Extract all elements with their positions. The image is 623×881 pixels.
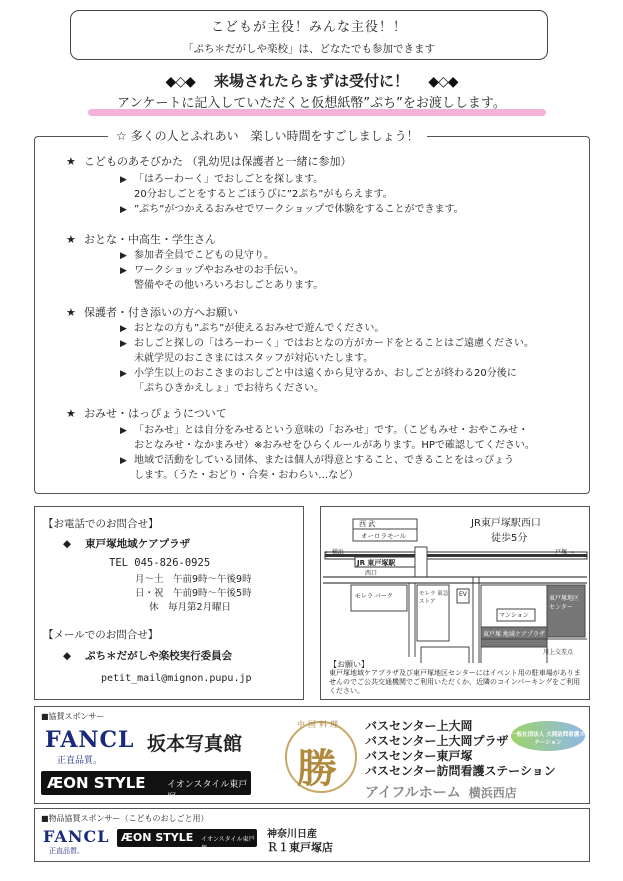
headline-sub: アンケートに記入していただくと仮想紙幣”ぷち”をお渡しします。 [117, 96, 506, 111]
map-note: 東戸塚地域ケアプラザ及び東戸塚地区センターにはイベント用の駐車場がありませんのでご公共交通機関でご利用いただくか、近隣のコインパーキングをご利用ください。 [329, 669, 581, 695]
map-note-title: 【お願い】 [329, 660, 369, 669]
masaru-char: 勝 [297, 745, 337, 792]
list-item: ▶ 地域で活動をしている団体、または個人が得意とすること、できることをはっぴょう [120, 454, 514, 469]
hours-holiday: 日・祝 午前9時～午後5時 [135, 588, 252, 599]
triangle-icon: ▶ [120, 369, 127, 379]
list-item: 警備やその他いろいろおしごとあります。 [134, 280, 324, 291]
list-item: ▶ 「おみせ」とは自分をみせるという意味の「おみせ」です。（こどもみせ・おやこみせ・ [120, 424, 528, 439]
diamond-marks-right: ◆◇◆ [428, 74, 458, 90]
fancl-tagline: 正直品質。 [57, 756, 103, 766]
goods-sponsor-box [34, 808, 590, 862]
top-notice-box [70, 10, 548, 60]
top-subtitle: 「ぷち＊だがしや楽校」は、どなたでも参加できます [183, 43, 435, 55]
fancl-tagline-small: 正直品質。 [49, 847, 84, 855]
map-station: JR 東戸塚駅 [357, 559, 396, 567]
map-aurora: オーロラモール [361, 532, 407, 540]
map-totsuka: 戸塚 → [555, 549, 574, 556]
headline-text: 来場されたらまずは受付に！ [213, 72, 409, 90]
list-item: ▶ 参加者全員でこどもの見守り。 [120, 249, 274, 264]
kanagawa-nissan: 神奈川日産 [267, 829, 317, 840]
map-center: 東戸塚地区 センター [549, 595, 580, 611]
map-molera: モレラ パーク [355, 593, 393, 600]
chinese-cuisine: 中国料理 [297, 720, 341, 729]
list-item: します。（うた・おどり・合奏・おわらい…など） [134, 470, 359, 481]
map-care-plaza: 東戸塚 地域ケアプラザ [483, 631, 545, 638]
org-care-plaza: ◆ 東戸塚地域ケアプラザ [63, 538, 191, 550]
triangle-icon: ▶ [120, 266, 127, 276]
map-yokohama: ← 横浜 [325, 549, 344, 556]
triangle-icon: ▶ [120, 456, 127, 466]
map-jr-label: JR東戸塚駅西口 [471, 518, 541, 529]
star-icon: ★ [66, 407, 76, 420]
top-title: こどもが主役！みんな主役！！ [210, 20, 407, 35]
section-heading: ★ おみせ・はっぴょうについて [66, 407, 227, 420]
triangle-icon: ▶ [120, 324, 127, 334]
aiful-home: アイフルホーム 横浜西店 [365, 785, 517, 801]
diamond-marks-left: ◆◇◆ [165, 74, 195, 90]
list-item: 「ぷちひきかえしょ」でお待ちください。 [134, 383, 324, 394]
map-walk: 徒歩5分 [491, 533, 528, 544]
map-seibu: 西 武 [359, 520, 376, 528]
list-item: ▶ 小学生以上のおこさまのおしごと中は遠くから見守るか、おしごとが終わる20分後に [120, 367, 517, 382]
hours-weekday: 月～土 午前9時～午後9時 [135, 574, 252, 585]
aeon-logo: ÆON STYLE イオンスタイル東戸塚 [41, 771, 251, 795]
star-icon: ★ [66, 155, 76, 168]
star-icon: ★ [66, 306, 76, 319]
sponsor-box [34, 706, 590, 804]
email-address[interactable]: petit_mail@mignon.pupu.jp [101, 673, 252, 684]
main-title: ☆ 多くの人とふれあい 楽しい時間をすごしましょう！ [108, 127, 427, 144]
map-nishiguchi: 西口 [365, 570, 378, 577]
org-committee: ◆ ぷち＊だがしや楽校実行委員会 [63, 650, 233, 662]
mail-heading: 【メールでのお問合せ】 [43, 629, 159, 641]
triangle-icon: ▶ [120, 175, 127, 185]
sponsor-label: ■協賛スポンサー [41, 712, 105, 721]
list-item: 20分おしごとをするとごほうびに”2ぷち”がもらえます。 [134, 189, 393, 200]
closed-day: 休 毎月第2月曜日 [149, 602, 232, 613]
triangle-icon: ▶ [120, 251, 127, 261]
okaoka-oval-logo: 一般社団法人 大岡訪問看護ステーション [511, 721, 585, 751]
list-item: おとなみせ・なかまみせ）※おみせをひらくルールがあります。HPで確認してください。 [134, 440, 535, 451]
list-item: ▶ おしごと探しの「はろーわーく」ではおとなの方がカードをとることはご遠慮ください。 [120, 337, 534, 352]
list-item: ▶ 「はろーわーく」でおしごとを探します。 [120, 173, 323, 188]
section-heading: ★ おとな・中高生・学生さん [66, 233, 216, 246]
aeon-logo-small: ÆON STYLE イオンスタイル東戸塚 [117, 829, 257, 847]
headline [0, 70, 623, 91]
section-heading: ★ こどものあそびかた （乳幼児は保護者と一緒に参加） [66, 155, 352, 168]
r1-store: Ｒ１東戸塚店 [267, 841, 333, 854]
phone-number[interactable]: TEL 045-826-0925 [109, 557, 211, 569]
list-item: 未就学児のおこさまにはスタッフが対応いたします。 [134, 353, 374, 364]
map-box [320, 506, 590, 700]
goods-sponsor-label: ■物品協賛スポンサー（こどものおしごと用） [41, 814, 209, 823]
triangle-icon: ▶ [120, 339, 127, 349]
fancl-logo: FANCL [45, 727, 135, 753]
bus-center-list: バスセンター上大岡 バスセンター上大岡プラザ バスセンター東戸塚 バスセンター訪問看護ステーション [365, 719, 556, 778]
map-mansion: マンション [499, 612, 529, 619]
list-item: ▶ ワークショップやおみせのお手伝い。 [120, 264, 304, 279]
diamond-icon: ◆ [63, 538, 72, 550]
contact-box [34, 506, 304, 700]
list-item: ▶ ”ぷち”がつかえるおみせでワークショップで体験をすることができます。 [120, 203, 464, 218]
map-ev: EV [459, 591, 467, 598]
list-item: ▶ おとなの方も”ぷち”が使えるおみせで遊んでください。 [120, 322, 384, 337]
fancl-logo-small: FANCL [43, 827, 110, 846]
section-heading: ★ 保護者・付き添いの方へお願い [66, 306, 238, 319]
sakamoto-photo: 坂本写真館 [147, 733, 243, 755]
triangle-icon: ▶ [120, 205, 127, 215]
diamond-icon: ◆ [63, 650, 72, 662]
map-tokyu: モレラ 東急ストア [419, 591, 449, 605]
map-kawakami: 川上交差点 [543, 649, 574, 656]
star-icon: ★ [66, 233, 76, 246]
phone-heading: 【お電話でのお問合せ】 [43, 518, 159, 530]
triangle-icon: ▶ [120, 426, 127, 436]
